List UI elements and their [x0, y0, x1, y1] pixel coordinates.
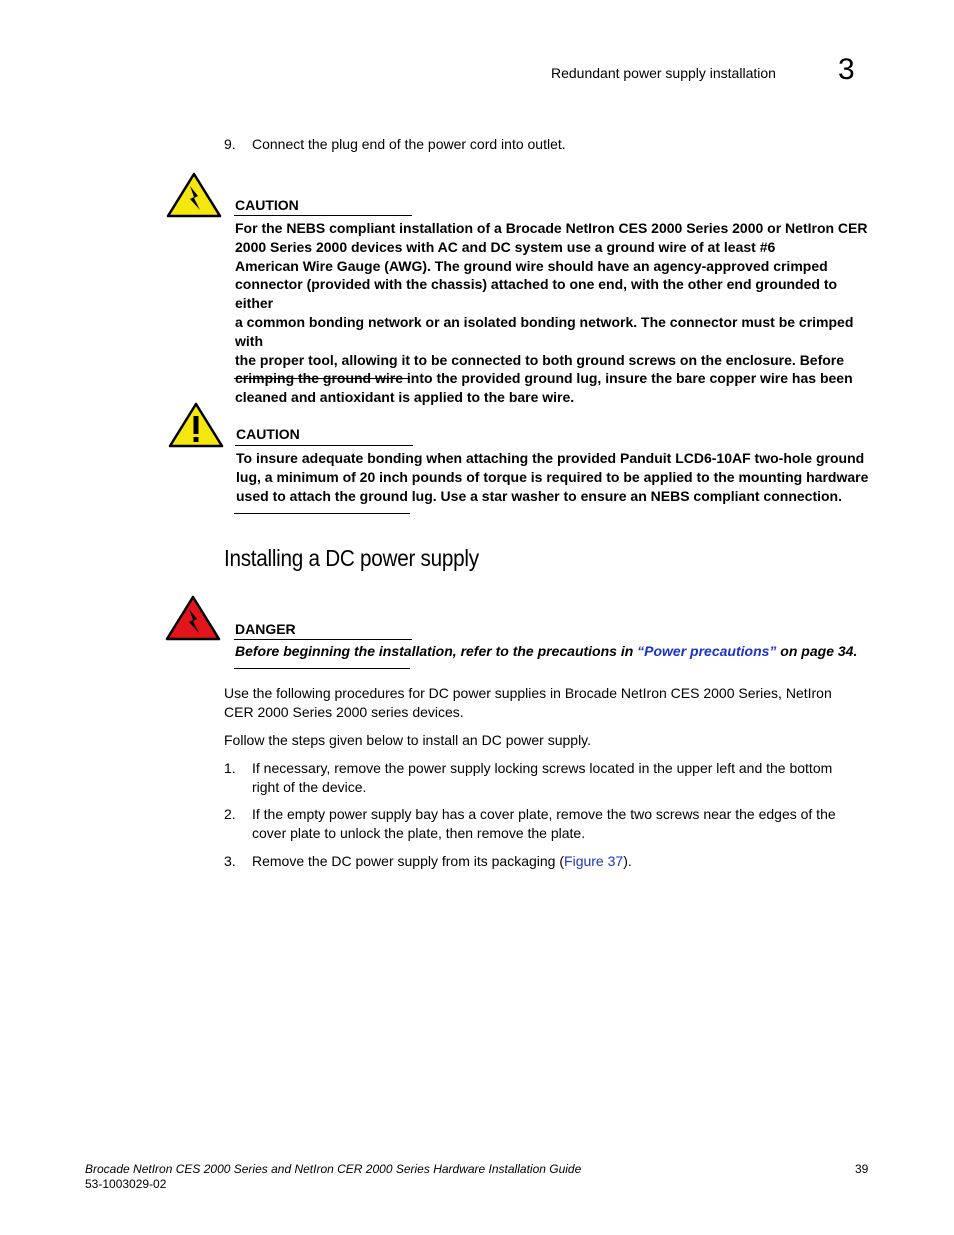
caution-bottom-rule	[234, 513, 410, 514]
danger-text: Before beginning the installation, refer to the precautions in “Power precautions” on page 34.	[235, 643, 858, 659]
footer-info	[85, 1162, 581, 1192]
guide-title: Brocade NetIron CES 2000 Series and NetIron CER 2000 Series Hardware Installation Guide	[85, 1162, 582, 1176]
electrical-hazard-icon	[166, 172, 222, 218]
danger-top-rule	[234, 639, 412, 640]
step-2	[224, 805, 874, 843]
caution-label: CAUTION	[236, 426, 300, 442]
step-9	[224, 135, 864, 154]
step-1	[224, 759, 874, 797]
caution-label: CAUTION	[235, 197, 299, 213]
step-number: 2.	[224, 806, 236, 822]
caution-text: For the NEBS compliant installation of a Brocade NetIron CES 2000 Series 2000 or NetIron CER 2000 Series 2000 devices with AC and DC system use a ground wire of at least #6 American Wire Gauge (AWG). The ground wire should have an agency-approved crimped connector (provided with the chassis) attached to one end, with the other end grounded to either a common bonding network or an isolated bonding network. The connector must be crimped with the proper tool, allowing it to be connected to both ground screws on the enclosure. Before crimping the ground wire into the provided ground lug, insure the bare copper wire has been cleaned and antioxidant is applied to the bare wire.	[235, 220, 868, 406]
step-number: 3.	[224, 853, 236, 869]
power-precautions-link[interactable]: “Power precautions”	[637, 643, 777, 659]
caution-top-rule	[235, 445, 413, 446]
step-number: 1.	[224, 760, 236, 776]
step-3	[224, 852, 874, 871]
danger-bottom-rule	[234, 668, 410, 669]
danger-label: DANGER	[235, 621, 296, 637]
danger-electrical-icon	[165, 595, 221, 641]
page-number: 39	[855, 1162, 869, 1176]
step-text: If necessary, remove the power supply locking screws located in the upper left and the bottom right of the device.	[252, 760, 833, 795]
follow-paragraph: Follow the steps given below to install an DC power supply.	[224, 732, 592, 748]
step-text: Connect the plug end of the power cord into outlet.	[252, 136, 566, 152]
section-heading: Installing a DC power supply	[224, 545, 479, 571]
caution-bottom-rule	[234, 378, 410, 379]
step-text: If the empty power supply bay has a cover plate, remove the two screws near the edges of the cover plate to unlock the plate, then remove the plate.	[252, 806, 836, 841]
figure-37-link[interactable]: Figure 37	[564, 853, 624, 869]
step-number: 9.	[224, 136, 236, 152]
caution-text: To insure adequate bonding when attaching the provided Panduit LCD6-10AF two-hole ground lug, a minimum of 20 inch pounds of torque is required to be applied to the mounting hardware used to attach the ground lug. Use a star washer to ensure an NEBS compliant connection.	[236, 450, 869, 504]
exclamation-warning-icon	[168, 402, 224, 448]
chapter-number: 3	[838, 53, 855, 86]
caution-top-rule	[234, 215, 412, 216]
intro-paragraph: Use the following procedures for DC power supplies in Brocade NetIron CES 2000 Series, NetIron CER 2000 Series 2000 series devices.	[224, 685, 832, 720]
step-text: Remove the DC power supply from its packaging (Figure 37).	[252, 853, 632, 869]
running-header-title: Redundant power supply installation	[551, 65, 776, 81]
document-number: 53-1003029-02	[85, 1177, 167, 1191]
